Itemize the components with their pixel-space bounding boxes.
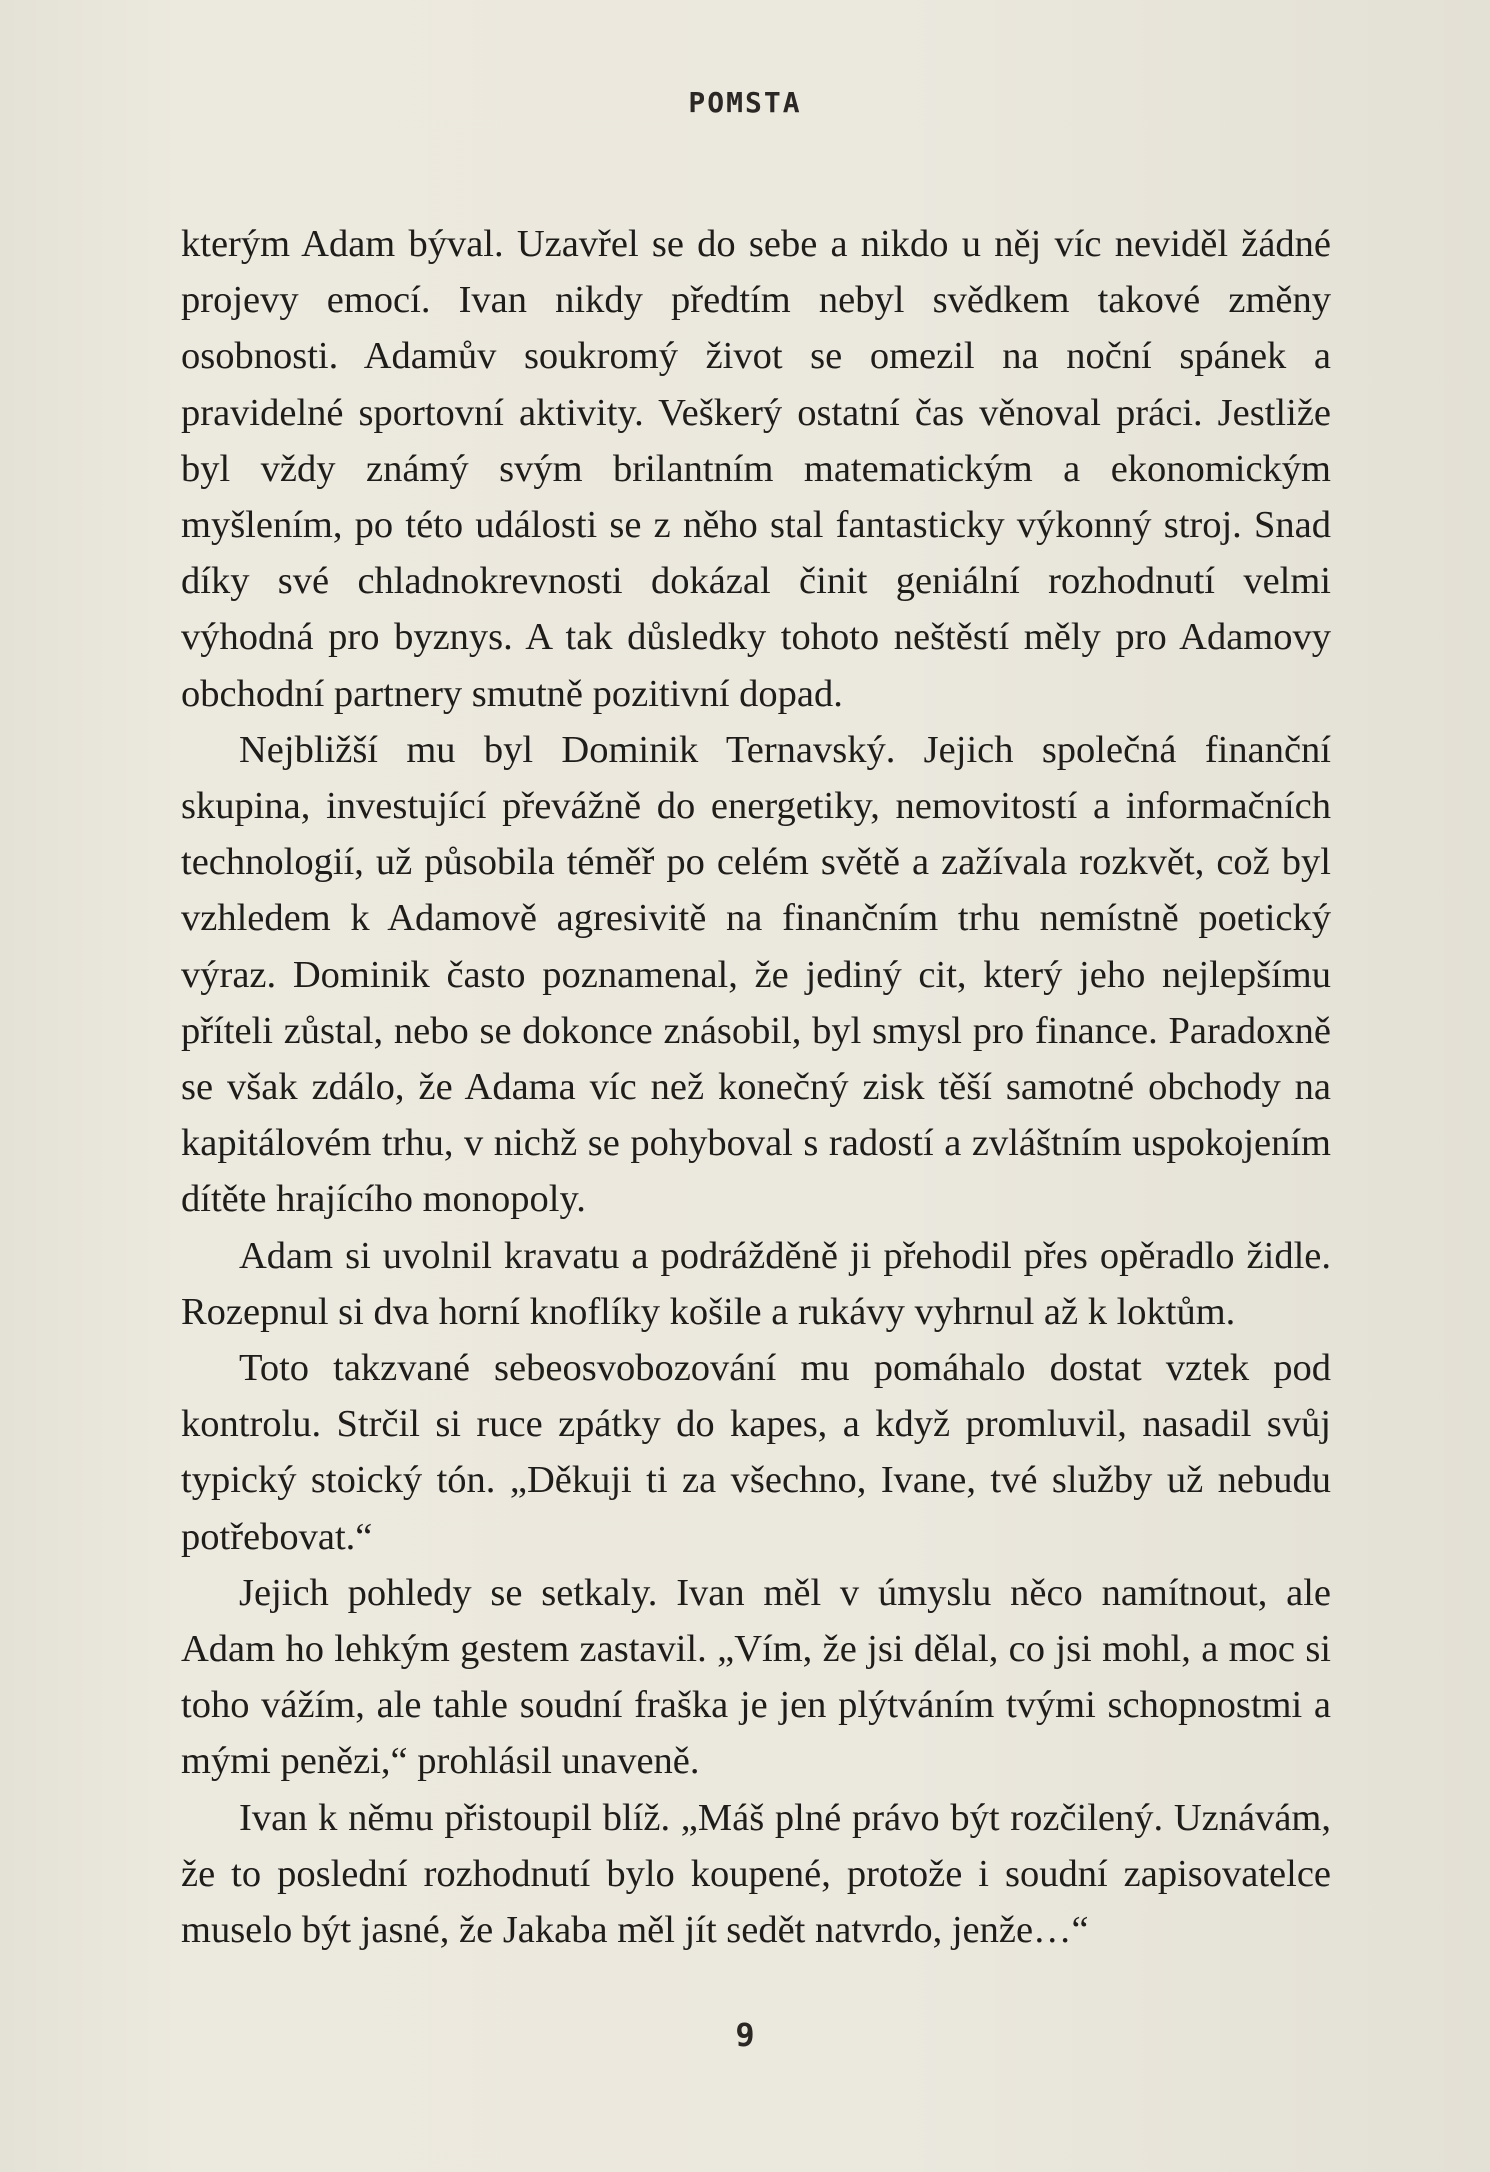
paragraph: Toto takzvané sebeosvobozování mu pomáhalo dostat vztek pod kontrolu. Strčil si ruce zpátky do kapes, a když promluvil, nasadil svůj typický stoický tón. „Děkuji ti za všechno, Ivane, tvé služby už nebudu potřebovat.“ [181,1347,1331,1558]
paragraph: Nejbližší mu byl Dominik Ternavský. Jejich společná finanční skupina, investující převážně do energetiky, nemovitostí a informačních technologií, už působila téměř po celém světě a zažívala rozkvět, což byl vzhledem k Adamově agresivitě na finančním trhu nemístně poetický výraz. Dominik často poznamenal, že jediný cit, který jeho nejlepšímu příteli zůstal, nebo se dokonce znásobil, byl smysl pro finance. Paradoxně se však zdálo, že Adama víc než konečný zisk těší samotné obchody na kapitálovém trhu, v nichž se pohyboval s radostí a zvláštním uspokojením dítěte hrajícího monopoly. [181,728,1331,1221]
body-text [181,216,1331,1958]
page-number: 9 [735,2016,755,2054]
paragraph: Adam si uvolnil kravatu a podrážděně ji přehodil přes opěradlo židle. Rozepnul si dva horní knoflíky košile a rukávy vyhrnul až k loktům. [181,1234,1331,1333]
paragraph: Ivan k němu přistoupil blíž. „Máš plné právo být rozčilený. Uznávám, že to poslední rozhodnutí bylo koupené, protože i soudní zapisovatelce muselo být jasné, že Jakaba měl jít sedět natvrdo, jenže…“ [181,1796,1331,1952]
paragraph: Jejich pohledy se setkaly. Ivan měl v úmyslu něco namítnout, ale Adam ho lehkým gestem zastavil. „Vím, že jsi dělal, co jsi mohl, a moc si toho vážím, ale tahle soudní fraška je jen plýtváním tvými schopnostmi a mými penězi,“ prohlásil unaveně. [181,1571,1331,1783]
paragraph: kterým Adam býval. Uzavřel se do sebe a nikdo u něj víc neviděl žádné projevy emocí. Ivan nikdy předtím nebyl svědkem takové změny osobnosti. Adamův soukromý život se omezil na noční spánek a pravidelné sportovní aktivity. Veškerý ostatní čas věnoval práci. Jestliže byl vždy známý svým brilantním matematickým a ekonomickým myšlením, po této události se z něho stal fantasticky výkonný stroj. Snad díky své chladnokrevnosti dokázal činit geniální rozhodnutí velmi výhodná pro byznys. A tak důsledky tohoto neštěstí měly pro Adamovy obchodní partnery smutně pozitivní dopad. [181,223,1331,715]
running-title: POMSTA [688,86,802,119]
